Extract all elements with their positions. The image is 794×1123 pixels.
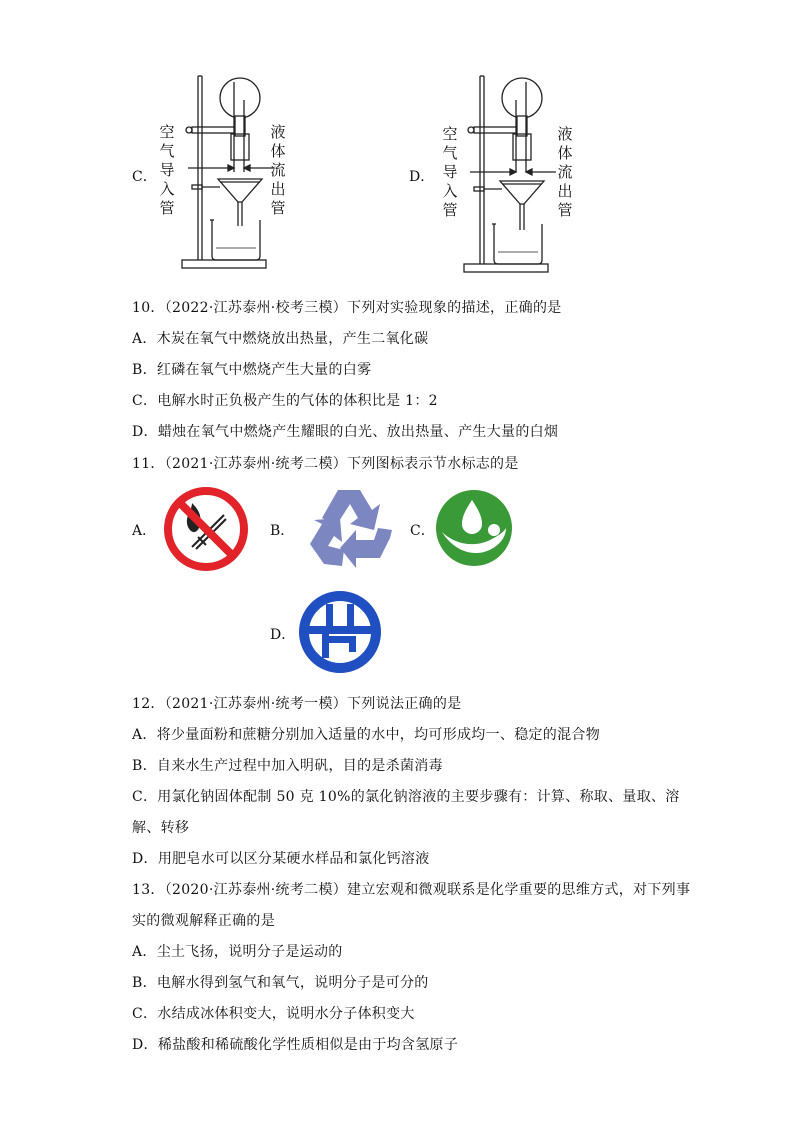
filtration-apparatus-d-diagram xyxy=(460,72,560,272)
question-12-option-a: A．将少量面粉和蔗糖分别加入适量的水中，均可形成均一、稳定的混合物 xyxy=(132,727,601,743)
question-11-option-d-letter: D． xyxy=(270,627,296,643)
question-10-option-d: D．蜡烛在氧气中燃烧产生耀眼的白光、放出热量、产生大量的白烟 xyxy=(132,424,559,440)
question-11-stem: 11．（2021·江苏泰州·统考二模）下列图标表示节水标志的是 xyxy=(132,456,519,472)
filtration-apparatus-c-diagram xyxy=(178,72,278,272)
question-12-option-d: D．用肥皂水可以区分某硬水样品和氯化钙溶液 xyxy=(132,851,430,867)
recycle-icon xyxy=(302,486,398,570)
option-d-letter: D． xyxy=(409,169,435,185)
apparatus-d-left-label: 空气导入管 xyxy=(442,125,458,219)
option-c-letter: C． xyxy=(132,169,157,185)
question-10-stem: 10．（2022·江苏泰州·校考三模）下列对实验现象的描述，正确的是 xyxy=(132,300,562,316)
no-fire-icon xyxy=(162,485,250,573)
question-13-option-d: D．稀盐酸和稀硫酸化学性质相似是由于均含氢原子 xyxy=(132,1037,459,1053)
water-drop-icon xyxy=(434,488,514,568)
question-13-stem: 13．（2020·江苏泰州·统考二模）建立宏观和微观联系是化学重要的思维方式，对下列事 xyxy=(132,882,691,898)
question-12-option-b: B．自来水生产过程中加入明矾，目的是杀菌消毒 xyxy=(132,758,443,774)
question-13-option-a: A．尘土飞扬，说明分子是运动的 xyxy=(132,944,343,960)
apparatus-d-right-label: 液体流出管 xyxy=(557,125,573,219)
question-12-option-c: C．用氯化钠固体配制 50 克 10%的氯化钠溶液的主要步骤有：计算、称取、量取、溶 xyxy=(132,789,680,805)
question-12-option-c-continued: 解、转移 xyxy=(132,820,190,836)
question-13-option-b: B．电解水得到氢气和氧气，说明分子是可分的 xyxy=(132,975,429,991)
question-10-option-b: B．红磷在氧气中燃烧产生大量的白雾 xyxy=(132,362,372,378)
question-10-option-c: C．电解水时正负极产生的气体的体积比是 1：2 xyxy=(132,393,438,409)
question-13-option-c: C．水结成冰体积变大，说明水分子体积变大 xyxy=(132,1006,415,1022)
energy-saving-icon xyxy=(298,590,382,674)
apparatus-c-right-label: 液体流出管 xyxy=(270,123,286,217)
question-11-option-b-letter: B． xyxy=(270,523,295,539)
question-12-stem: 12．（2021·江苏泰州·统考一模）下列说法正确的是 xyxy=(132,696,462,712)
question-10-option-a: A．木炭在氧气中燃烧放出热量，产生二氧化碳 xyxy=(132,331,429,347)
question-11-option-a-letter: A． xyxy=(132,523,157,539)
apparatus-c-left-label: 空气导入管 xyxy=(159,123,175,217)
question-11-option-c-letter: C． xyxy=(410,523,435,539)
question-13-stem-continued: 实的微观解释正确的是 xyxy=(132,913,275,929)
